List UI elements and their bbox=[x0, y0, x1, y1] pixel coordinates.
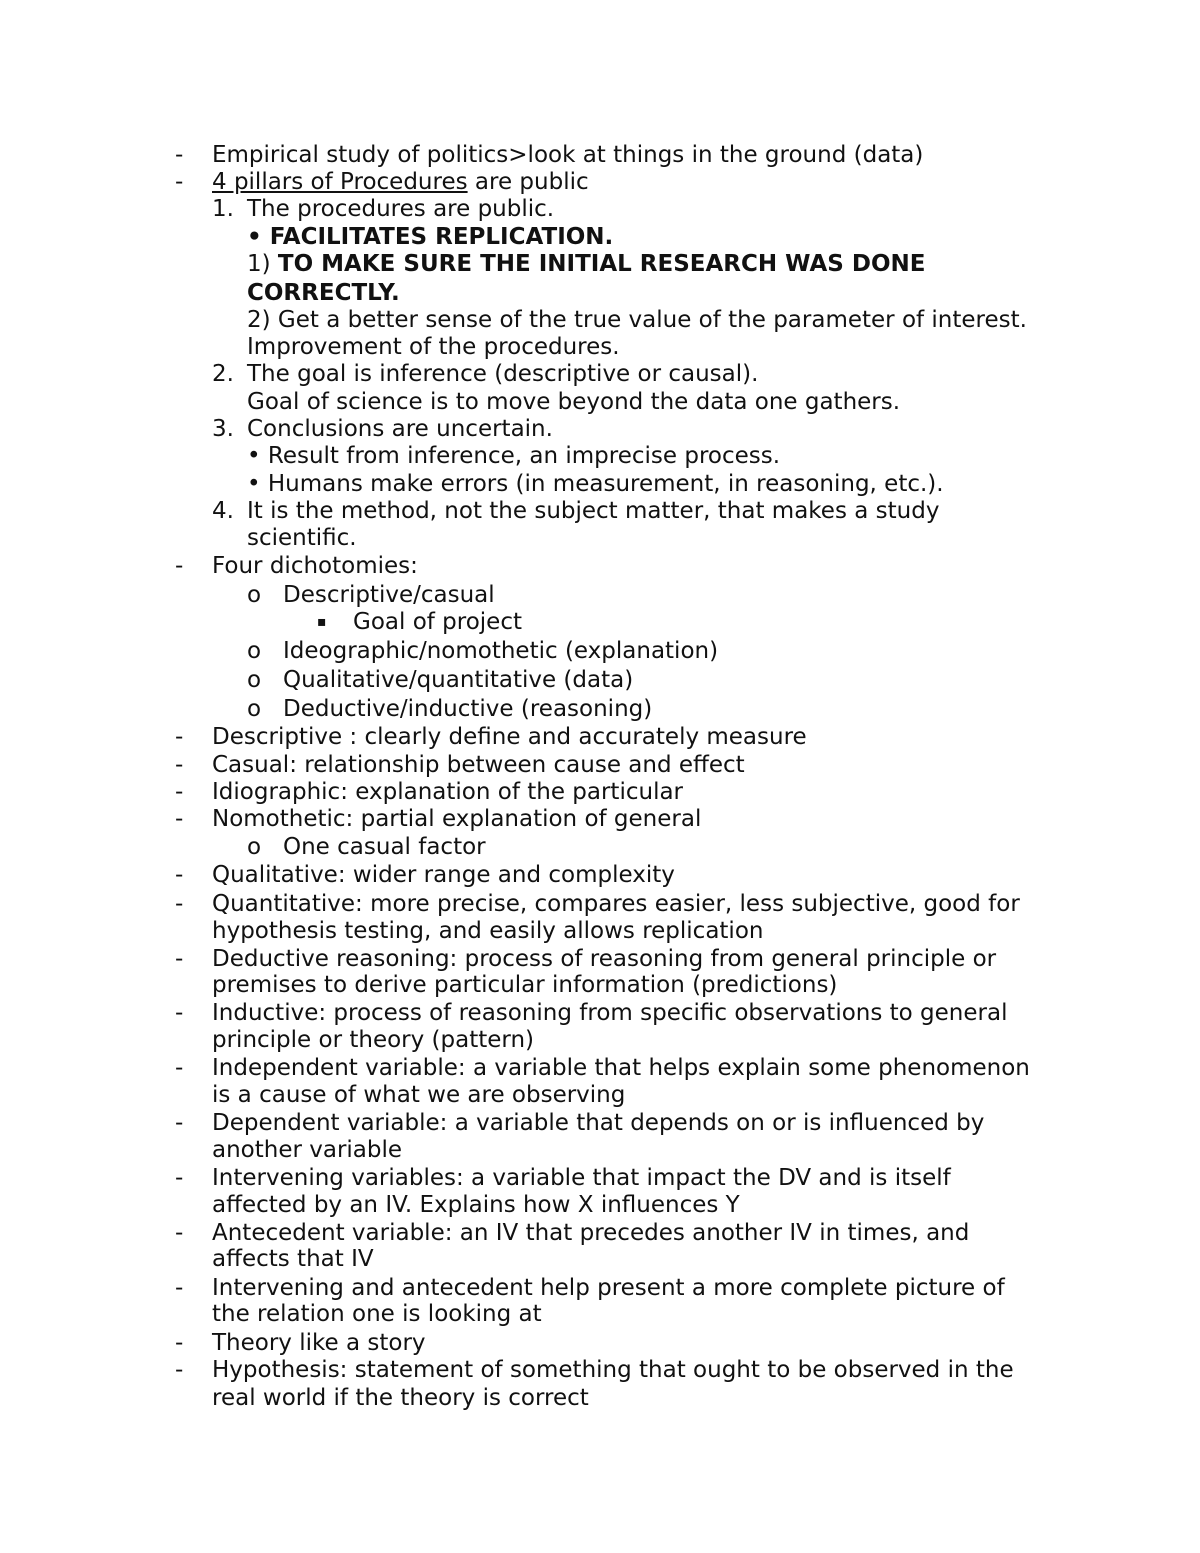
bullet-dash: - bbox=[175, 1220, 184, 1246]
pillars-underlined: 4 pillars of Procedures bbox=[212, 169, 468, 195]
dichotomy-1-sub: Goal of project bbox=[353, 609, 522, 635]
note-pillars bbox=[212, 168, 589, 196]
note-deductive-cont: premises to derive particular information (predictions) bbox=[212, 972, 838, 998]
note-nomothetic: Nomothetic: partial explanation of general bbox=[212, 806, 702, 832]
bullet-dash: - bbox=[175, 1165, 184, 1191]
pillar-1-sub-1-cont: CORRECTLY. bbox=[247, 280, 400, 306]
circle-bullet: o bbox=[247, 667, 262, 693]
dichotomy-2: Ideographic/nomothetic (explanation) bbox=[283, 638, 719, 664]
dichotomy-3: Qualitative/quantitative (data) bbox=[283, 667, 634, 693]
bullet-dash: - bbox=[175, 169, 184, 195]
bullet-dash: - bbox=[175, 724, 184, 750]
note-independent-cont: is a cause of what we are observing bbox=[212, 1082, 626, 1108]
number-2: 2. bbox=[212, 361, 234, 387]
note-inductive-cont: principle or theory (pattern) bbox=[212, 1027, 534, 1053]
pillar-1-sub-2: 2) Get a better sense of the true value of the parameter of interest. bbox=[247, 307, 1027, 333]
note-dependent-cont: another variable bbox=[212, 1137, 403, 1163]
bullet-dash: - bbox=[175, 806, 184, 832]
circle-bullet: o bbox=[247, 696, 262, 722]
circle-bullet: o bbox=[247, 582, 262, 608]
circle-bullet: o bbox=[247, 638, 262, 664]
note-idiographic: Idiographic: explanation of the particular bbox=[212, 779, 684, 805]
pillar-3-bullet-2: • Humans make errors (in measurement, in reasoning, etc.). bbox=[247, 471, 944, 497]
note-intervening: Intervening variables: a variable that impact the DV and is itself bbox=[212, 1165, 951, 1191]
sub-1-prefix: 1) bbox=[247, 251, 278, 277]
pillars-rest: are public bbox=[467, 169, 589, 195]
bullet-dash: - bbox=[175, 946, 184, 972]
pillar-2: The goal is inference (descriptive or causal). bbox=[247, 361, 759, 387]
pillar-3-bullet-1: • Result from inference, an imprecise process. bbox=[247, 443, 781, 469]
bullet-dash: - bbox=[175, 1055, 184, 1081]
bullet-dash: - bbox=[175, 891, 184, 917]
note-hypothesis-cont: real world if the theory is correct bbox=[212, 1385, 589, 1411]
circle-bullet: o bbox=[247, 834, 262, 860]
note-dependent: Dependent variable: a variable that depends on or is influenced by bbox=[212, 1110, 985, 1136]
bullet-dash: - bbox=[175, 862, 184, 888]
bullet-dash: - bbox=[175, 1275, 184, 1301]
bullet-dash: - bbox=[175, 1357, 184, 1383]
pillar-1-bullet: • FACILITATES REPLICATION. bbox=[247, 224, 614, 250]
pillar-1: The procedures are public. bbox=[247, 196, 555, 222]
pillar-3: Conclusions are uncertain. bbox=[247, 416, 553, 442]
bullet-dash: - bbox=[175, 142, 184, 168]
number-4: 4. bbox=[212, 498, 234, 524]
bullet-dash: - bbox=[175, 752, 184, 778]
pillar-2-cont: Goal of science is to move beyond the data one gathers. bbox=[247, 389, 901, 415]
note-casual: Casual: relationship between cause and effect bbox=[212, 752, 745, 778]
note-quantitative: Quantitative: more precise, compares easier, less subjective, good for bbox=[212, 891, 1020, 917]
note-inductive: Inductive: process of reasoning from specific observations to general bbox=[212, 1000, 1008, 1026]
note-qualitative: Qualitative: wider range and complexity bbox=[212, 862, 675, 888]
square-bullet: ▪ bbox=[317, 614, 327, 630]
bullet-dash: - bbox=[175, 779, 184, 805]
note-int-ant-cont: the relation one is looking at bbox=[212, 1301, 542, 1327]
pillar-4-cont: scientific. bbox=[247, 525, 357, 551]
note-quantitative-cont: hypothesis testing, and easily allows replication bbox=[212, 918, 764, 944]
note-hypothesis: Hypothesis: statement of something that ought to be observed in the bbox=[212, 1357, 1014, 1383]
number-1: 1. bbox=[212, 196, 234, 222]
note-dichotomies: Four dichotomies: bbox=[212, 553, 418, 579]
note-independent: Independent variable: a variable that helps explain some phenomenon bbox=[212, 1055, 1030, 1081]
bullet-dash: - bbox=[175, 1330, 184, 1356]
pillar-1-sub-3: Improvement of the procedures. bbox=[247, 334, 620, 360]
bullet-dash: - bbox=[175, 553, 184, 579]
note-theory: Theory like a story bbox=[212, 1330, 426, 1356]
note-int-ant: Intervening and antecedent help present a more complete picture of bbox=[212, 1275, 1005, 1301]
bullet-dash: - bbox=[175, 1000, 184, 1026]
sub-1-bold: TO MAKE SURE THE INITIAL RESEARCH WAS DONE bbox=[277, 251, 926, 277]
note-deductive: Deductive reasoning: process of reasoning from general principle or bbox=[212, 946, 997, 972]
note-antecedent: Antecedent variable: an IV that precedes another IV in times, and bbox=[212, 1220, 970, 1246]
bullet-dash: - bbox=[175, 1110, 184, 1136]
note-intervening-cont: affected by an IV. Explains how X influences Y bbox=[212, 1192, 740, 1218]
dichotomy-4: Deductive/inductive (reasoning) bbox=[283, 696, 653, 722]
number-3: 3. bbox=[212, 416, 234, 442]
note-empirical: Empirical study of politics>look at things in the ground (data) bbox=[212, 142, 924, 168]
note-descriptive: Descriptive : clearly define and accurately measure bbox=[212, 724, 807, 750]
pillar-1-sub-1 bbox=[247, 250, 925, 278]
nomothetic-sub: One casual factor bbox=[283, 834, 486, 860]
dichotomy-1: Descriptive/casual bbox=[283, 582, 495, 608]
note-antecedent-cont: affects that IV bbox=[212, 1246, 374, 1272]
pillar-4: It is the method, not the subject matter, that makes a study bbox=[247, 498, 940, 524]
